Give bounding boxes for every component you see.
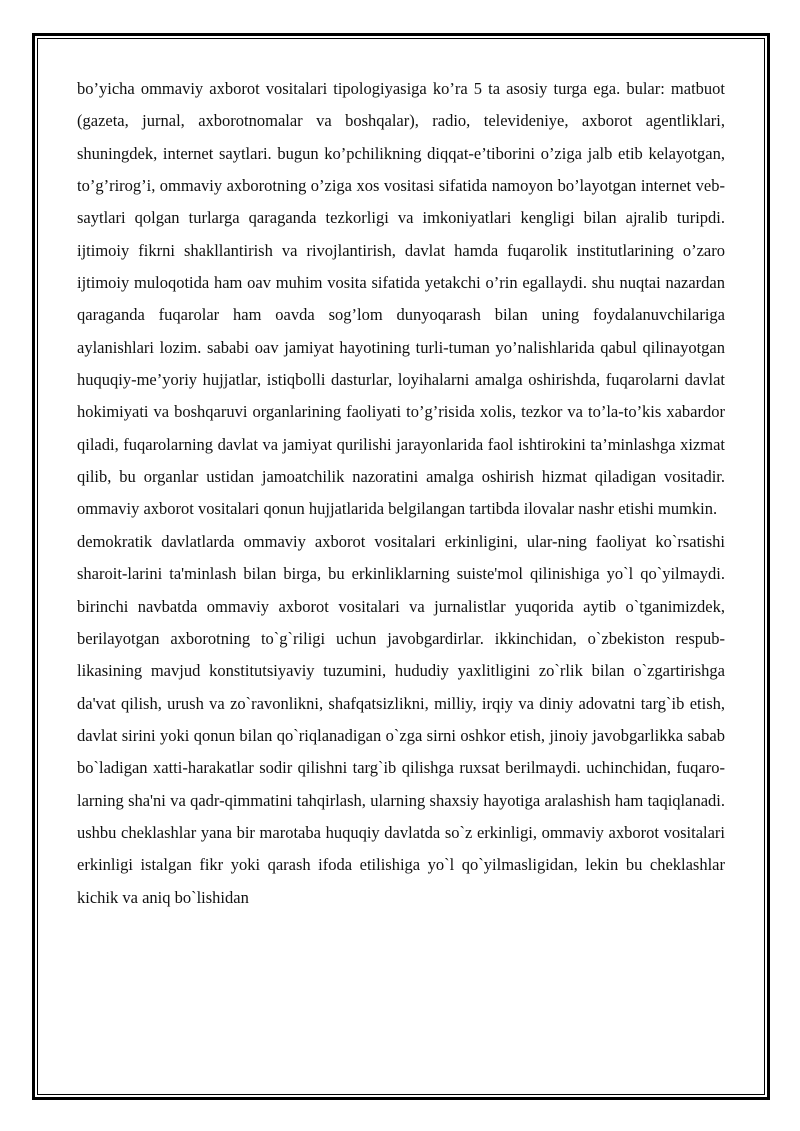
paragraph-2: demokratik davlatlarda ommaviy axborot vositalari erkinligini, ular-ning faoliyat ko`rsatishi sharoit-larini ta'minlash bilan birga, bu erkinliklarning suiste'mol qilinishiga yo`l qo`yilmaydi. birinchi navbatda ommaviy axborot vositalari va jurnalistlar yuqorida aytib o`tganimizdek, berilayotgan axborotning to`g`riligi uchun javobgardirlar. ikkinchidan, o`zbekiston respub-likasining mavjud konstitutsiyaviy tuzumini, hududiy yaxlitligini zo`rlik bilan o`zgartirishga da'vat qilish, urush va zo`ravonlikni, shafqatsizlikni, milliy, irqiy va diniy adovatni targ`ib etish, davlat sirini yoki qonun bilan qo`riqlanadigan o`zga sirni oshkor etish, jinoiy javobgarlikka sabab bo`ladigan xatti-harakatlar sodir qilishni targ`ib qilishga ruxsat berilmaydi. uchinchidan, fuqaro-larning sha'ni va qadr-qimmatini tahqirlash, ularning shaxsiy hayotiga aralashish ham taqiqlanadi. ushbu cheklashlar yana bir marotaba huquqiy davlatda so`z erkinligi, ommaviy axborot vositalari erkinligi istalgan fikr yoki qarash ifoda etilishiga yo`l qo`yilmasligidan, lekin bu cheklashlar kichik va aniq bo`lishidan xyxy=(77,531,725,907)
paragraph-1: bo’yicha ommaviy axborot vositalari tipologiyasiga ko’ra 5 ta asosiy turga ega. bular: matbuot (gazeta, jurnal, axborotnomalar va boshqalar), radio, televideniye, axborot agentliklari, shuningdek, internet saytlari. bugun ko’pchilikning diqqat-e’tiborini o’ziga jalb etib kelayotgan, to’g’rirog’i, ommaviy axborotning o’ziga xos vositasi sifatida namoyon bo’layotgan internet veb-saytlari qolgan turlarga qaraganda tezkorligi va imkoniyatlari kengligi bilan ajralib turipdi. ijtimoiy fikrni shakllantirish va rivojlantirish, davlat hamda fuqarolik institutlarining o’zaro ijtimoiy muloqotida ham oav muhim vosita sifatida yetakchi o’rin egallaydi. shu nuqtai nazardan qaraganda fuqarolar ham oavda sog’lom dunyoqarash bilan uning foydalanuvchilariga aylanishlari lozim. sababi oav jamiyat hayotining turli-tuman yo’nalishlarida qabul qilinayotgan huquqiy-me’yoriy hujjatlar, istiqbolli dasturlar, loyihalarni amalga oshirishda, fuqarolarni davlat hokimiyati va boshqaruvi organlarining faoliyati to’g’risida xolis, tezkor va to’la-to’kis xabardor qiladi, fuqarolarning davlat va jamiyat qurilishi jarayonlarida faol ishtirokini ta’minlashga xizmat qilib, bu organlar ustidan jamoatchilik nazoratini amalga oshirish hizmat qiladigan vositadir. ommaviy axborot vositalari qonun hujjatlarida belgilangan tartibda ilovalar nashr etishi mumkin. xyxy=(77,79,725,519)
document-body xyxy=(77,73,725,914)
